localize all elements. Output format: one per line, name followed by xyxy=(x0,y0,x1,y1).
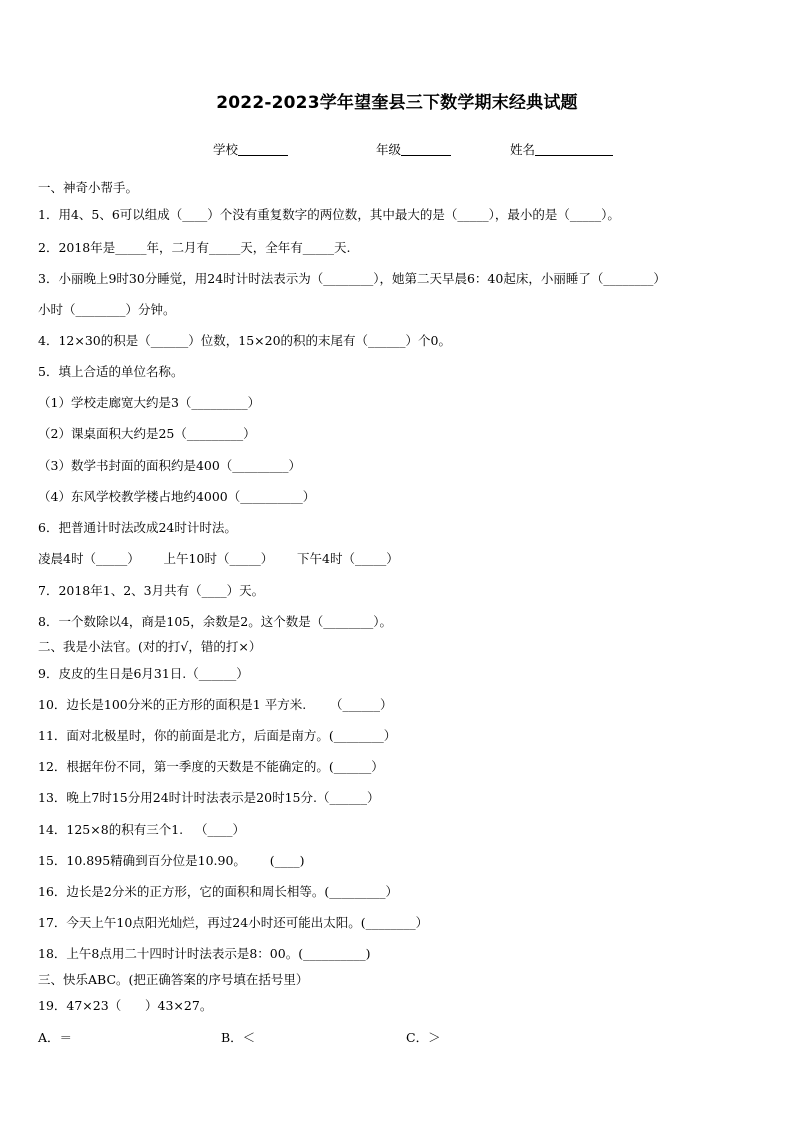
section-3-heading: 三、快乐ABC。(把正确答案的序号填在括号里） xyxy=(38,972,309,987)
section-2-heading: 二、我是小法官。(对的打√，错的打×） xyxy=(38,639,262,654)
school-blank xyxy=(238,143,288,156)
page-title: 2022-2023学年望奎县三下数学期末经典试题 xyxy=(216,93,578,113)
question-5-part-2: （2）课桌面积大约是25（_________） xyxy=(38,426,256,441)
name-blank xyxy=(535,143,613,156)
question-10: 10．边长是100分米的正方形的面积是1 平方米. （______） xyxy=(38,697,393,712)
school-label: 学校 xyxy=(213,142,239,157)
question-8: 8．一个数除以4，商是105，余数是2。这个数是（________）。 xyxy=(38,614,392,629)
question-13: 13．晚上7时15分用24时计时法表示是20时15分.（______） xyxy=(38,790,380,805)
question-4: 4．12×30的积是（______）位数，15×20的积的末尾有（______）个0。 xyxy=(38,333,451,348)
grade-blank xyxy=(401,143,451,156)
question-3-continued: 小时（________）分钟。 xyxy=(38,302,176,317)
question-12: 12．根据年份不同，第一季度的天数是不能确定的。(______） xyxy=(38,759,384,774)
name-field xyxy=(510,140,613,158)
question-1: 1．用4、5、6可以组成（____）个没有重复数字的两位数，其中最大的是（_____），最小的是（_____）。 xyxy=(38,207,620,222)
question-14: 14．125×8的积有三个1. （____） xyxy=(38,822,246,837)
school-field xyxy=(213,140,288,158)
question-15: 15．10.895精确到百分位是10.90。 (____) xyxy=(38,853,305,868)
question-2: 2．2018年是_____年，二月有_____天，全年有_____天. xyxy=(38,240,351,255)
option-b: B．＜ xyxy=(221,1030,256,1045)
section-1-heading: 一、神奇小帮手。 xyxy=(38,180,139,195)
question-5-part-1: （1）学校走廊宽大约是3（_________） xyxy=(38,395,261,410)
question-9: 9．皮皮的生日是6月31日.（______） xyxy=(38,666,249,681)
question-6: 6．把普通计时法改成24时计时法。 xyxy=(38,520,237,535)
question-6-items: 凌晨4时（_____） 上午10时（_____） 下午4时（_____） xyxy=(38,551,399,566)
question-16: 16．边长是2分米的正方形，它的面积和周长相等。(_________） xyxy=(38,884,398,899)
question-5: 5．填上合适的单位名称。 xyxy=(38,364,184,379)
name-label: 姓名 xyxy=(510,142,536,157)
question-5-part-4: （4）东风学校教学楼占地约4000（__________） xyxy=(38,489,316,504)
option-c: C．＞ xyxy=(406,1030,441,1045)
question-19: 19．47×23（ ）43×27。 xyxy=(38,998,213,1013)
question-17: 17．今天上午10点阳光灿烂，再过24小时还可能出太阳。(________） xyxy=(38,915,429,930)
grade-field xyxy=(376,140,451,158)
question-3: 3．小丽晚上9时30分睡觉，用24时计时法表示为（________），她第二天早晨6：40起床，小丽睡了（________） xyxy=(38,271,666,286)
question-11: 11．面对北极星时，你的前面是北方，后面是南方。(________） xyxy=(38,728,397,743)
question-18: 18．上午8点用二十四时计时法表示是8：00。(__________) xyxy=(38,946,371,961)
option-a: A．＝ xyxy=(38,1030,73,1045)
question-7: 7．2018年1、2、3月共有（____）天。 xyxy=(38,583,265,598)
grade-label: 年级 xyxy=(376,142,402,157)
question-5-part-3: （3）数学书封面的面积约是400（_________） xyxy=(38,458,302,473)
